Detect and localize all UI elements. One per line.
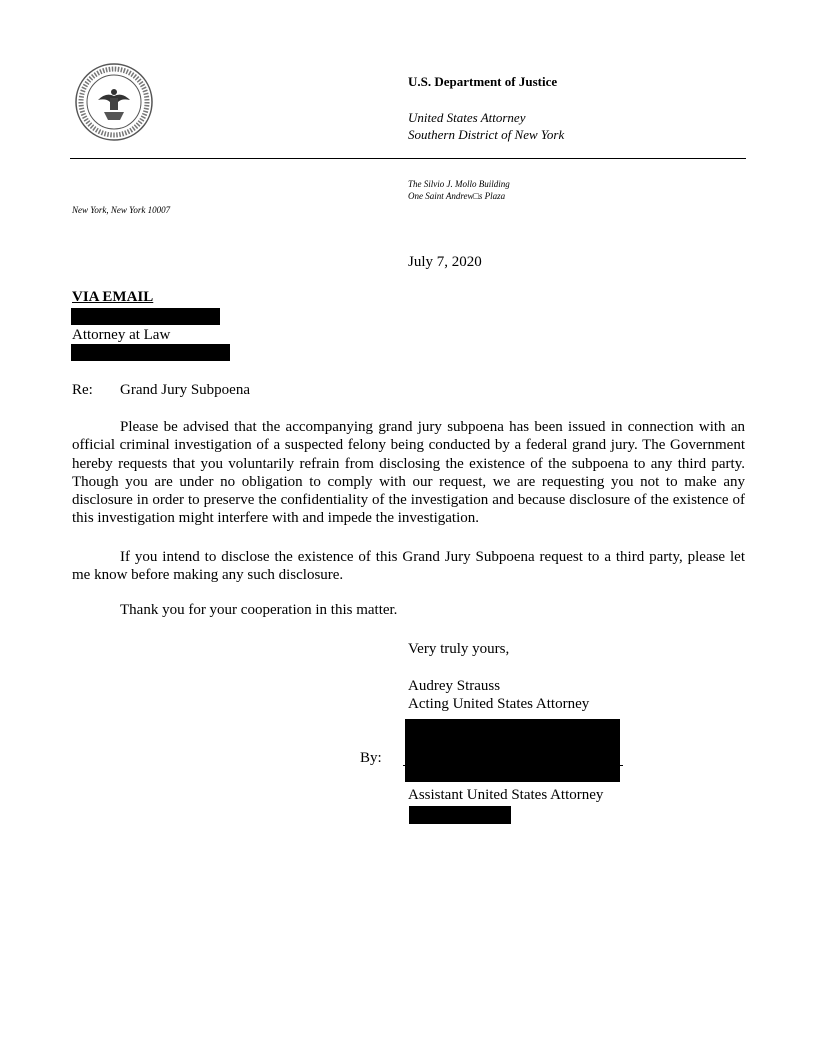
redaction-signature	[405, 719, 620, 782]
building-name: The Silvio J. Mollo Building	[408, 179, 510, 189]
assistant-title: Assistant United States Attorney	[408, 787, 604, 803]
body-paragraph: Thank you for your cooperation in this matter.	[120, 602, 398, 618]
redaction-assistant-name	[409, 806, 511, 824]
body-paragraph: Please be advised that the accompanying grand jury subpoena has been issued in connection with an official criminal investigation of a suspected felony being conducted by a federal grand jury. The Government hereby requests that you voluntarily refrain from disclosing the existence of the subpoena to any third party. Though you are under no obligation to comply with our request, we are requesting you not to make any disclosure in order to preserve the confidentiality of the investigation and because disclosure of the existence of this investigation might interfere with and impede the investigation.	[72, 419, 745, 527]
office-title: United States Attorney	[408, 110, 526, 125]
office-district: Southern District of New York	[408, 127, 565, 142]
signer-title: Acting United States Attorney	[408, 696, 590, 712]
header-divider	[70, 158, 746, 159]
delivery-method: VIA EMAIL	[72, 289, 154, 305]
by-label: By:	[360, 750, 382, 766]
building-street: One Saint Andrew□s Plaza	[408, 191, 506, 201]
city-line: New York, New York 10007	[72, 205, 171, 215]
signer-block	[408, 677, 589, 713]
closing: Very truly yours,	[408, 641, 510, 657]
agency-name: U.S. Department of Justice	[408, 74, 558, 89]
doj-seal-icon	[74, 62, 154, 142]
recipient-title: Attorney at Law	[72, 327, 171, 343]
redaction-recipient-address	[71, 344, 230, 361]
signer-name: Audrey Strauss	[408, 678, 501, 694]
re-label: Re:	[72, 382, 93, 398]
office-block	[408, 109, 564, 143]
building-address	[408, 178, 510, 202]
redaction-recipient-name	[71, 308, 220, 325]
re-subject: Grand Jury Subpoena	[120, 382, 250, 398]
body-paragraph: If you intend to disclose the existence of this Grand Jury Subpoena request to a third party, please let me know before making any such disclosure.	[72, 549, 745, 584]
letter-date: July 7, 2020	[408, 254, 482, 270]
